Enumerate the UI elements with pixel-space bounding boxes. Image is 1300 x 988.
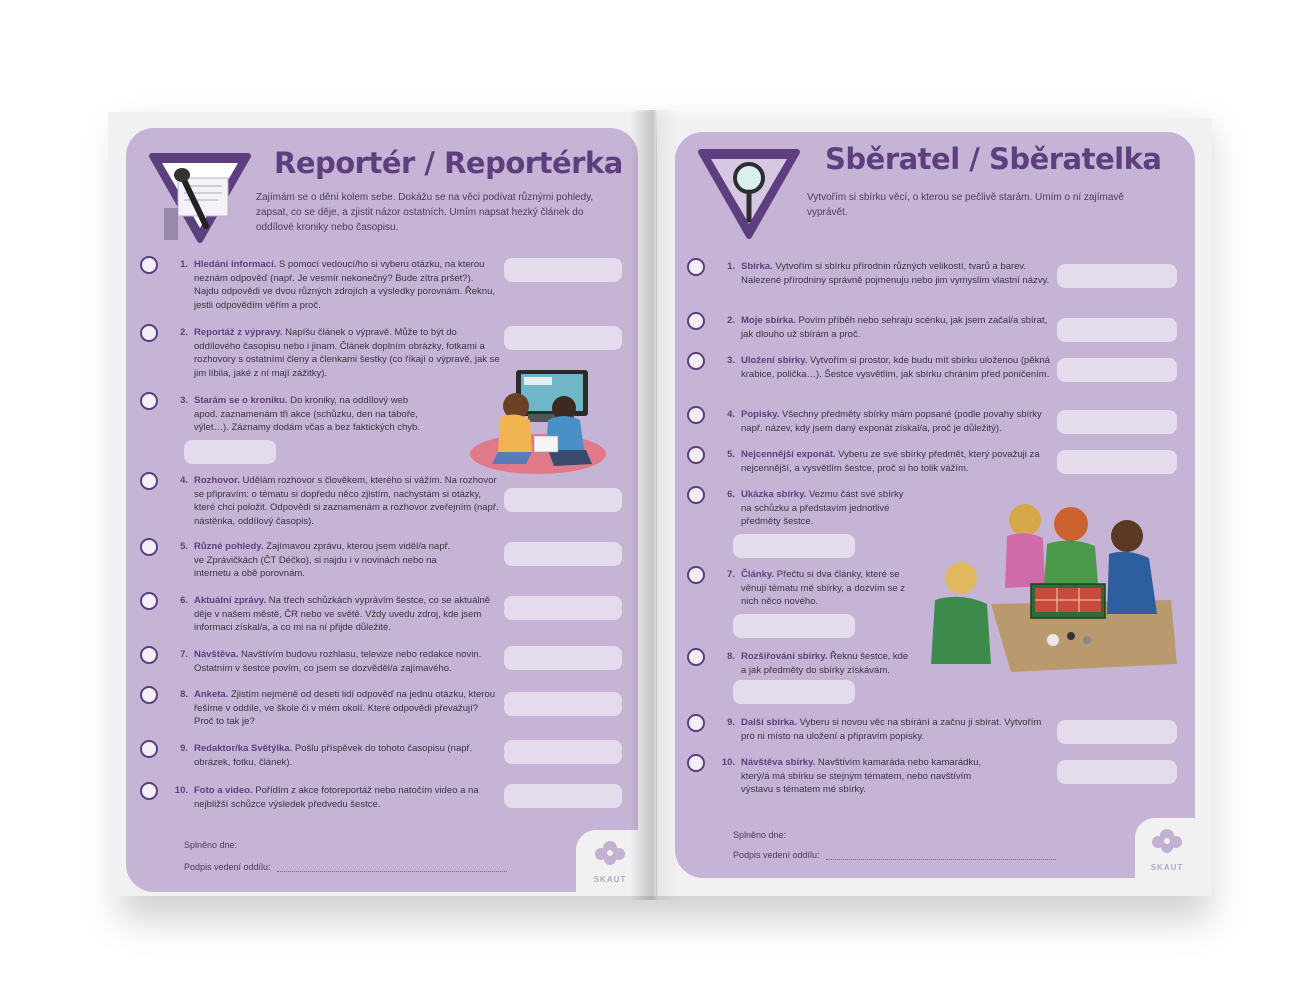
task-item: [140, 594, 500, 635]
signature-label: Podpis vedení oddílu:: [184, 862, 271, 872]
task-number: 9.: [727, 717, 735, 728]
task-name: Články.: [741, 569, 775, 580]
skaut-logo: [588, 834, 632, 884]
reporter-badge: [148, 150, 252, 245]
task-number: 2.: [727, 315, 735, 326]
task-checkbox[interactable]: [687, 486, 705, 504]
task-item: [687, 314, 1053, 341]
task-checkbox[interactable]: [687, 446, 705, 464]
completion-field[interactable]: [1057, 760, 1177, 784]
task-text: [194, 784, 500, 811]
task-number: 6.: [180, 595, 188, 606]
task-description: Řeknu šestce, kde a jak předměty do sbírky získávám.: [741, 651, 909, 676]
magnifying-glass-icon: [697, 146, 801, 241]
kids-watching-tv-illustration: [468, 366, 628, 479]
completion-field[interactable]: [733, 614, 855, 638]
right-page: [657, 118, 1212, 896]
task-text: [741, 650, 913, 677]
completion-field[interactable]: [1057, 410, 1177, 434]
completion-field[interactable]: [1057, 450, 1177, 474]
task-name: Aktuální zprávy.: [194, 595, 267, 606]
task-description: Vyberu ze své sbírky předmět, který považuji za nejcennější, a vysvětlím šestce, proč si ho tolik vážím.: [741, 449, 1040, 474]
completion-field[interactable]: [504, 542, 622, 566]
task-checkbox[interactable]: [687, 566, 705, 584]
task-description: Pošlu příspěvek do tohoto časopisu (např. obrázek, fotku, článek).: [194, 743, 473, 768]
task-item: [140, 326, 500, 380]
task-name: Různé pohledy.: [194, 541, 264, 552]
task-description: Zajímavou zprávu, kterou jsem viděl/a např. ve Zprávičkách (ČT Déčko), si najdu i v novinách nebo na internetu a obě porovnám.: [194, 541, 451, 579]
task-text: [194, 688, 500, 729]
task-name: Uložení sbírky.: [741, 355, 808, 366]
task-item: [140, 540, 460, 581]
task-checkbox[interactable]: [140, 646, 158, 664]
task-item: [687, 354, 1053, 381]
task-name: Redaktor/ka Světýlka.: [194, 743, 293, 754]
task-checkbox[interactable]: [140, 686, 158, 704]
task-text: [741, 408, 1053, 435]
task-text: [741, 716, 1053, 743]
completion-field[interactable]: [733, 534, 855, 558]
task-number: 3.: [727, 355, 735, 366]
page-intro: Vytvořím si sbírku věcí, o kterou se pečlivě starám. Umím o ní zajímavě vyprávět.: [807, 192, 1124, 218]
logo-text: SKAUT: [1150, 863, 1184, 872]
task-number: 1.: [180, 259, 188, 270]
task-checkbox[interactable]: [140, 324, 158, 342]
task-item: [687, 408, 1053, 435]
task-number: 9.: [180, 743, 188, 754]
task-checkbox[interactable]: [140, 256, 158, 274]
completion-field[interactable]: [504, 258, 622, 282]
task-description: Zjistím nejméně od deseti lidí odpověď na jednu otázku, kterou řešíme v oddíle, ve škole či v mém okolí. Které odpovědi převažují? Proč to tak je?: [194, 689, 496, 727]
task-name: Anketa.: [194, 689, 229, 700]
signature-line: [184, 862, 507, 872]
task-text: [194, 258, 500, 312]
collector-badge: [697, 146, 801, 241]
task-number: 3.: [180, 395, 188, 406]
task-number: 4.: [727, 409, 735, 420]
lily-logo-icon: [1149, 822, 1185, 858]
task-name: Reportáž z výpravy.: [194, 327, 283, 338]
completion-field[interactable]: [184, 440, 276, 464]
task-description: Na třech schůzkách vyprávím šestce, co se aktuálně děje v našem městě, ČR nebo ve světě. Vždy uvedu zdroj, kde jsem informaci získal/a, a co mi na ní přijde důležité.: [194, 595, 491, 633]
signature-label: Podpis vedení oddílu:: [733, 850, 820, 860]
task-description: Všechny předměty sbírky mám popsané (podle povahy sbírky např. název, kdy jsem daný exponát získal/a, proč je důležitý).: [741, 409, 1042, 434]
task-name: Moje sbírka.: [741, 315, 796, 326]
task-description: Navštívím kamaráda nebo kamarádku, který/á má sbírku se stejným tématem, nebo navštívím výstavu s tématem mé sbírky.: [741, 757, 982, 795]
completion-field[interactable]: [504, 326, 622, 350]
logo-text: SKAUT: [593, 875, 627, 884]
task-number: 7.: [180, 649, 188, 660]
signature-field[interactable]: [277, 871, 507, 872]
kids-collection-illustration: [921, 496, 1177, 681]
task-text: [741, 314, 1053, 341]
task-checkbox[interactable]: [687, 754, 705, 772]
task-name: Rozšiřování sbírky.: [741, 651, 828, 662]
task-checkbox[interactable]: [140, 538, 158, 556]
task-number: 1.: [727, 261, 735, 272]
task-description: Napíšu článek o výpravě. Může to být do oddílového časopisu nebo i jinam. Článek doplním obrázky, fotkami a rozhovory s ostatními členy a členkami šestky (co říkají o výpravě, jak se jim líbila, jaké z ní mají zážitky).: [194, 327, 500, 379]
task-number: 10.: [174, 785, 188, 796]
task-description: Vytvořím si sbírku přírodnin různých velikostí, tvarů a barev. Nalezené přírodniny správně pojmenuju nebo jim vymyslím vlastní názvy.: [741, 261, 1050, 286]
task-item: [687, 260, 1053, 287]
task-number: 8.: [727, 651, 735, 662]
lily-logo-icon: [592, 834, 628, 870]
right-panel: [675, 132, 1195, 878]
page-title: Reportér / Reportérka: [274, 146, 623, 180]
task-text: [194, 474, 500, 528]
task-description: Vezmu část své sbírky na schůzku a představím jednotlivé předměty šestce.: [741, 489, 904, 527]
completion-field[interactable]: [504, 488, 622, 512]
task-number: 8.: [180, 689, 188, 700]
task-checkbox[interactable]: [687, 406, 705, 424]
task-item: [140, 688, 500, 729]
task-item: [140, 648, 500, 675]
task-text: [741, 756, 997, 797]
task-item: [140, 258, 500, 312]
task-item: [140, 784, 500, 811]
task-number: 7.: [727, 569, 735, 580]
task-checkbox[interactable]: [687, 352, 705, 370]
left-panel: [126, 128, 638, 892]
task-name: Popisky.: [741, 409, 780, 420]
task-description: S pomocí vedoucí/ho si vyberu otázku, na kterou neznám odpověď (např. Je vesmír nekonečný? Bude zítra pršet?). Najdu odpovědi ve dvou různých zdrojích a výsledky porovnám. Řeknu, jestli odpovědím věřím a proč.: [194, 259, 495, 311]
task-description: Pořídím z akce fotoreportáž nebo natočím video a na nejbližší schůzce výsledek předvedu šestce.: [194, 785, 479, 810]
completed-date-label: Splněno dne:: [184, 840, 238, 850]
completed-date-label: Splněno dne:: [733, 830, 787, 840]
task-checkbox[interactable]: [140, 392, 158, 410]
task-text: [741, 354, 1053, 381]
task-checkbox[interactable]: [687, 714, 705, 732]
task-name: Rozhovor.: [194, 475, 240, 486]
skaut-logo: [1145, 822, 1189, 872]
microphone-icon: [148, 150, 252, 245]
task-name: Nejcennější exponát.: [741, 449, 836, 460]
task-number: 5.: [180, 541, 188, 552]
task-text: [194, 594, 500, 635]
task-name: Hledání informací.: [194, 259, 277, 270]
task-name: Návštěva.: [194, 649, 239, 660]
task-description: Do kroniky, na oddílový web apod. zaznamenám tři akce (schůzku, den na táboře, výlet…). Záznamy dodám včas a bez faktických chyb.: [194, 395, 420, 433]
completion-field[interactable]: [1057, 264, 1177, 288]
completion-field[interactable]: [504, 740, 622, 764]
task-text: [194, 648, 500, 675]
task-text: [194, 326, 500, 380]
task-text: [741, 488, 913, 529]
task-number: 2.: [180, 327, 188, 338]
task-item: [687, 650, 913, 677]
task-description: Udělám rozhovor s člověkem, kterého si vážím. Na rozhovor se připravím: o tématu si dopředu něco zjistím, nachystám si otázky, které chci položit. Odpovědi si zaznamenám a rozhovor zveřejním (např. nástěnka, oddílový časopis).: [194, 475, 499, 527]
task-name: Další sbírka.: [741, 717, 797, 728]
completion-field[interactable]: [504, 646, 622, 670]
completion-field[interactable]: [1057, 720, 1177, 744]
signature-line: [733, 850, 1056, 860]
left-page: [108, 112, 656, 896]
task-description: Navštívím budovu rozhlasu, televize nebo redakce novin. Ostatním v šestce povím, co jsem se dozvěděl/a zajímavého.: [194, 649, 482, 674]
task-description: Přečtu si dva články, které se věnují tématu mé sbírky, a dozvím se z nich něco nového.: [741, 569, 906, 607]
task-name: Ukázka sbírky.: [741, 489, 807, 500]
task-checkbox[interactable]: [140, 740, 158, 758]
task-item: [687, 568, 913, 609]
task-number: 4.: [180, 475, 188, 486]
task-text: [741, 260, 1053, 287]
task-description: Vyberu si novou věc na sbírání a začnu ji sbírat. Vytvořím pro ni místo na uložení a připravím popisky.: [741, 717, 1042, 742]
task-number: 6.: [727, 489, 735, 500]
task-text: [194, 540, 460, 581]
completion-field[interactable]: [504, 596, 622, 620]
task-item: [687, 756, 997, 797]
task-checkbox[interactable]: [140, 472, 158, 490]
task-name: Návštěva sbírky.: [741, 757, 816, 768]
task-item: [687, 716, 1053, 743]
task-name: Starám se o kroniku.: [194, 395, 288, 406]
completion-field[interactable]: [504, 692, 622, 716]
task-text: [194, 742, 500, 769]
signature-field[interactable]: [826, 859, 1056, 860]
task-number: 10.: [721, 757, 735, 768]
completion-field[interactable]: [504, 784, 622, 808]
task-checkbox[interactable]: [140, 782, 158, 800]
task-checkbox[interactable]: [687, 312, 705, 330]
page-title: Sběratel / Sběratelka: [825, 142, 1162, 176]
completion-field[interactable]: [733, 680, 855, 704]
task-number: 5.: [727, 449, 735, 460]
task-description: Vytvořím si prostor, kde budu mít sbírku uloženou (pěkná krabice, polička…). Šestce vysvětlím, jak sbírku chráním před poničením.: [741, 355, 1050, 380]
task-item: [140, 394, 430, 435]
task-item: [687, 488, 913, 529]
task-name: Foto a video.: [194, 785, 253, 796]
task-checkbox[interactable]: [687, 258, 705, 276]
task-text: [194, 394, 430, 435]
task-item: [687, 448, 1053, 475]
task-name: Sbírka.: [741, 261, 773, 272]
task-item: [140, 474, 500, 528]
page-intro: Zajímám se o dění kolem sebe. Dokážu se na věci podívat různými pohledy, zapsat, co se děje, a zjistit názor ostatních. Umím napsat hezký článek do oddílové kroniky nebo časopisu.: [256, 192, 594, 233]
completion-field[interactable]: [1057, 358, 1177, 382]
task-checkbox[interactable]: [140, 592, 158, 610]
task-text: [741, 448, 1053, 475]
task-checkbox[interactable]: [687, 648, 705, 666]
task-description: Povím příběh nebo sehraju scénku, jak jsem začal/a sbírat, jak dlouho už sbírám a proč.: [741, 315, 1048, 340]
completion-field[interactable]: [1057, 318, 1177, 342]
task-text: [741, 568, 913, 609]
task-item: [140, 742, 500, 769]
